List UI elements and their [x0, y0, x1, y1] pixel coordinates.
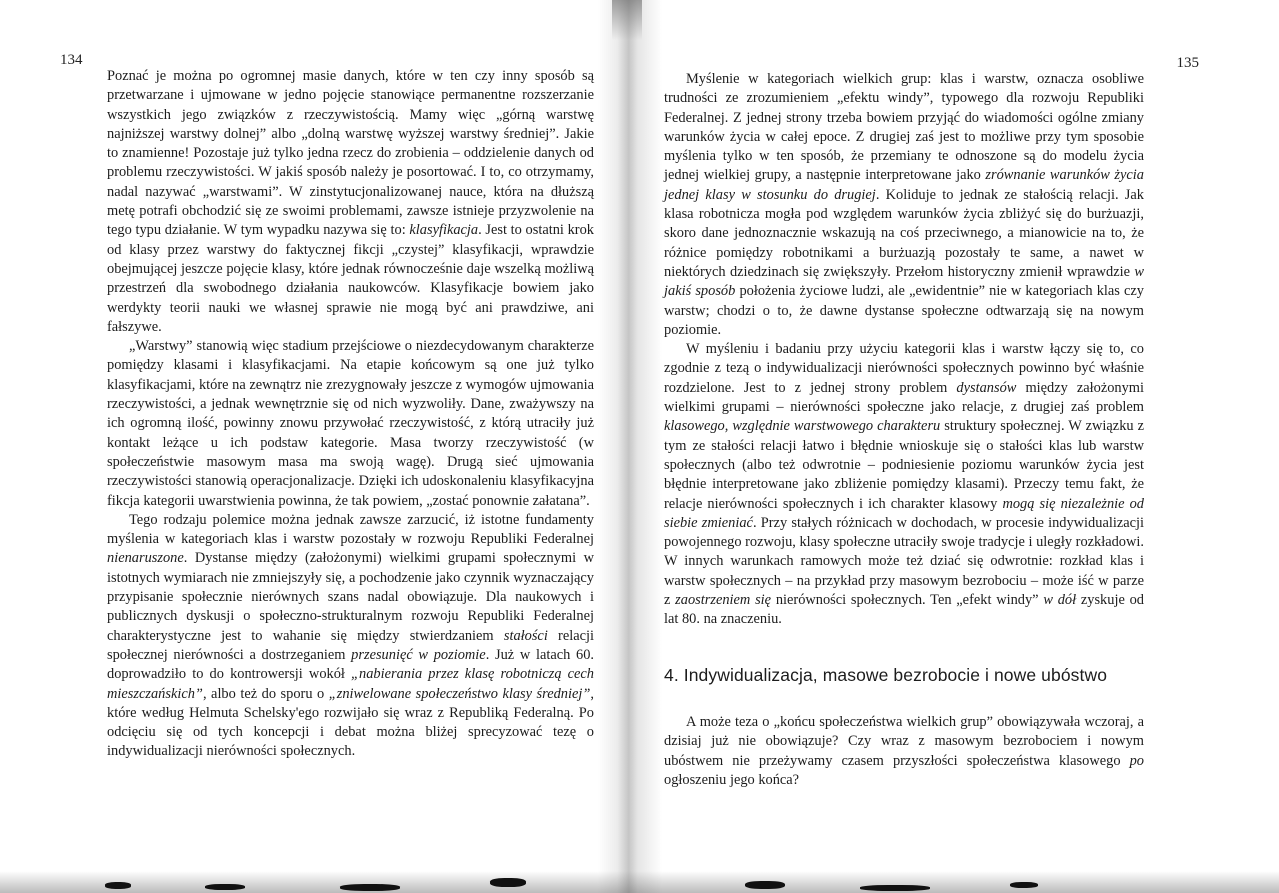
left-page-text	[107, 67, 594, 762]
paragraph: Myślenie w kategoriach wielkich grup: klas i warstw, oznacza osobliwe trudności ze zrozumieniem „efektu windy”, typowego dla rozwoju Republiki Federalnej. Z jednej strony trzeba bowiem przyjąć do wiadomości ogólne zmiany warunków życia w całej epoce. Z drugiej zaś jest to możliwe przy tym sposobie myślenia tylko w ten sposób, że przemiany te odnoszone są do modelu życia jednej wielkiej grupy, a następnie interpretowane jako zrównanie warunków życia jednej klasy w stosunku do drugiej. Koliduje to jednak ze stałością relacji. Jak klasa robotnicza mogła pod względem warunków życia zbliżyć się do burżuazji, skoro dane jednoznacznie wskazują na coś przeciwnego, a mianowicie na to, że różnice pomiędzy robotnikami a burżuazją pozostały te same, a nawet w niektórych dziedzinach się zwiększyły. Przełom historyczny zmienił wprawdzie w jakiś sposób położenia życiowe ludzi, ale „ewidentnie” nie w kategoriach klas czy warstw; chodzi o to, że dawne dystanse społeczne odtwarzają się na nowym poziomie.	[664, 71, 1145, 338]
paragraph: „Warstwy” stanowią więc stadium przejściowe o niezdecydowanym charakterze pomiędzy klasami i klasyfikacjami. Na etapie końcowym są one już tylko klasyfikacjami, które na zewnątrz nie zrezygnowały jeszcze z wymogów ujmowania rzeczywistości, a jednak wewnętrznie się od nich wyzwoliły. Dane, zważywszy na ich ogromną ilość, powinny znowu przywołać rzeczywistość, z którą utraciły już kontakt leżące u ich podstaw kategorie. Masa tworzy rzeczywistość (w społeczeństwie masowym masa ma swoją wagę). Drugą sieć ujmowania rzeczywistości stanowią operacjonalizacje. Dzięki ich udoskonaleniu klasyfikacyjna fikcja kategorii uwarstwienia powinna, że tak powiem, „zostać ponownie załatana”.	[107, 338, 594, 509]
scan-artifact	[490, 878, 526, 887]
left-page	[0, 0, 630, 893]
scan-artifact	[105, 882, 131, 889]
paragraph: A może teza o „końcu społeczeństwa wielkich grup” obowiązywała wczoraj, a dzisiaj już nie obowiązuje? Czy wraz z masowym bezrobociem i nowym ubóstwem nie przeżywamy czasem przyszłości społeczeństwa klasowego po ogłoszeniu jego końca?	[664, 713, 1144, 788]
paragraph: W myśleniu i badaniu przy użyciu kategorii klas i warstw łączy się to, co zgodnie z tezą o indywidualizacji nierówności społecznych powinno być właśnie rozdzielone. Jest to z jednej strony problem dystansów między założonymi wielkimi grupami – nierówności społeczne jako relacje, z drugiej zaś problem klasowego, względnie warstwowego charakteru struktury społecznej. W związku z tym ze stałości relacji łatwo i błędnie wnioskuje się o stałości klas lub warstw społecznych (albo też odwrotnie – podniesienie poziomu warunków życia jest błędnie interpretowane jako zbliżenie pomiędzy klasami). Przeczy temu fakt, że relacje nierówności społecznych i ich charakter klasowy mogą się niezależnie od siebie zmieniać. Przy stałych różnicach w dochodach, w procesie indywidualizacji powojennego rozwoju, klasy społeczne utraciły swoje tradycje i uległy rozkładowi. W innych warunkach ramowych może też dziać się odwrotnie: rozkład klas i warstw społecznych – na przykład przy masowym bezrobociu – może iść w parze z zaostrzeniem się nierówności społecznych. Ten „efekt windy” w dół zyskuje od lat 80. na znaczeniu.	[664, 341, 1145, 628]
paragraph: Poznać je można po ogromnej masie danych, które w ten czy inny sposób są przetwarzane i ujmowane w jedno pojęcie stanowiące permanentne rozszerzanie wszystkich jego związków z rzeczywistością. Mamy więc „górną warstwę najniższej warstwy dolnej” albo „dolną warstwę wyższej warstwy średniej”. Jakie to znamienne! Pozostaje już tylko jedna rzecz do zrobienia – oddzielenie danych od problemu rzeczywistości. W jakiś sposób należy je posortować. I to, co otrzymamy, nadal nazywać „warstwami”. W zinstytucjonalizowanej nauce, która na dłuższą metę potrafi obchodzić się ze swoimi problemami, zawsze istnieje przyzwolenie na tego typu działanie. W tym wypadku nazywa się to: klasyfikacja. Jest to ostatni krok od klasy przez warstwy do faktycznej fikcji „czystej” klasyfikacji, wprawdzie obejmującej jeszcze pojęcie klasy, które jednak równocześnie daje wszelką możliwą przestrzeń dla swobodnego działania naukowców. Klasyfikacje bowiem jako werdykty teorii nauki we własnej sprawie nie mogą być ani prawdziwe, ani fałszywe.	[107, 68, 594, 335]
scan-artifact	[205, 884, 245, 890]
page-number-left: 134	[60, 52, 83, 68]
section-heading: 4. Indywidualizacja, masowe bezrobocie i nowe ubóstwo	[664, 664, 1108, 685]
right-page-text	[664, 70, 1144, 790]
page-number-right: 135	[1176, 55, 1199, 71]
scan-artifact	[340, 884, 400, 891]
scan-artifact	[1010, 882, 1038, 888]
right-page	[640, 0, 1279, 893]
scan-artifact	[860, 885, 930, 891]
page-bottom-edge	[0, 871, 1279, 893]
paragraph: Tego rodzaju polemice można jednak zawsze zarzucić, iż istotne fundamenty myślenia w kategoriach klas i warstw pozostały w rozwoju Republiki Federalnej nienaruszone. Dystanse między (założonymi) wielkimi grupami społecznymi w istotnych wymiarach nie zmniejszyły się, a pochodzenie jako czynnik wyznaczający przypisanie społecznie nierównych szans nadal obowiązuje. Dla naukowych i publicznych dyskusji o społeczno-strukturalnym rozwoju Republiki Federalnej charakterystyczne jest to wahanie się między stwierdzaniem stałości relacji społecznej nierówności a dostrzeganiem przesunięć w poziomie. Już w latach 60. doprowadziło to do kontrowersji wokół „nabierania przez klasę robotniczą cech mieszczańskich”, albo też do sporu o „zniwelowane społeczeństwo klasy średniej”, które według Helmuta Schelsky'ego rozwijało się wraz z Republiką Federalną. Po odcięciu się od tych koncepcji i debat można bliżej sprecyzować tezę o indywidualizacji nierówności społecznych.	[107, 511, 595, 760]
scan-artifact	[745, 881, 785, 889]
